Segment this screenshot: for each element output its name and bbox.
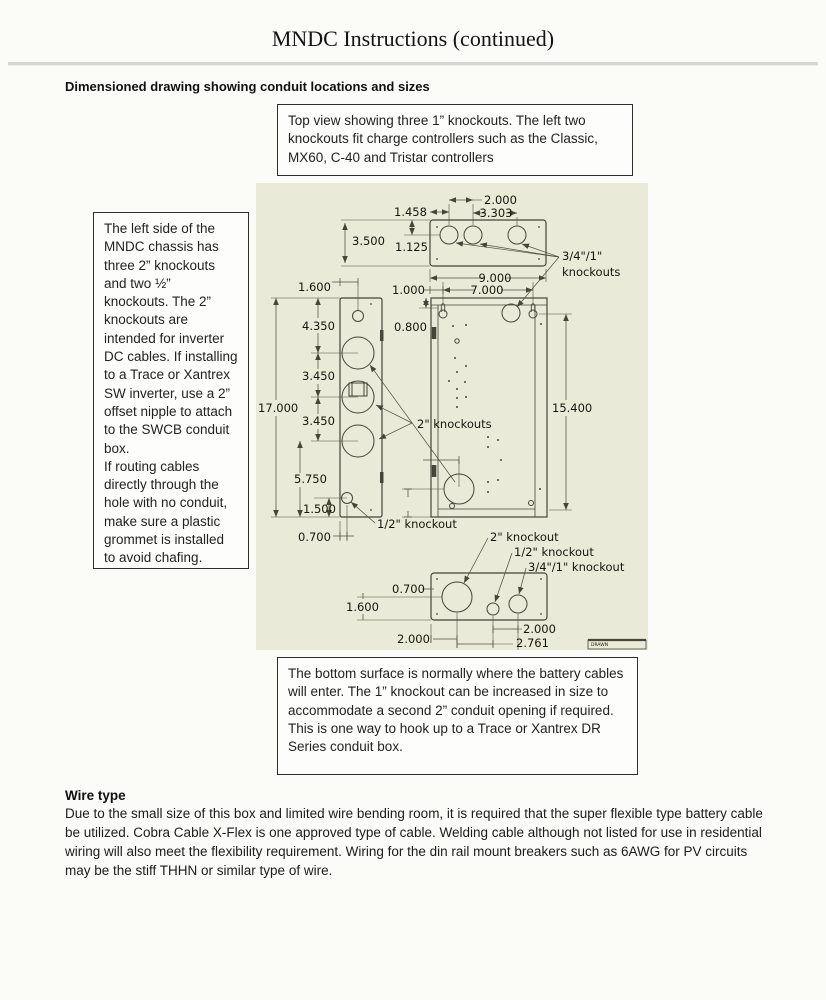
diagram-label: DRAWN — [591, 643, 609, 648]
diagram-label: 0.700 — [298, 530, 331, 544]
diagram-label: 1.600 — [298, 280, 331, 294]
diagram-label: 2.000 — [484, 193, 517, 207]
callout-bottom-surface — [277, 657, 638, 775]
diagram-label: 1.500 — [303, 502, 336, 516]
callout-bottom-text: The bottom surface is normally where the battery cables will enter. The 1” knockout can be increased in size to accommodate a second 2” conduit opening if required. This is one way to hook up to a Trace or Xantrex DR Series conduit box. — [288, 666, 624, 755]
diagram-label: 1.458 — [394, 205, 427, 219]
callout-left-text-1: The left side of the MNDC chassis has three 2” knockouts and two ½” knockouts. The 2” knockouts are intended for inverter DC cables. If installing to a Trace or Xantrex SW inverter, use a 2” offset nipple to attach to the SWCB conduit box. — [104, 221, 238, 456]
diagram-label: 2" knockout — [490, 530, 559, 544]
diagram-label: 3/4"/1" knockout — [528, 560, 625, 574]
top-view-dimensions — [341, 200, 546, 304]
callout-left-side — [93, 212, 249, 569]
bottom-view-dimensions — [357, 538, 526, 650]
diagram-label: 7.000 — [470, 283, 504, 297]
diagram-label: 2.761 — [516, 636, 549, 650]
diagram-label: 9.000 — [478, 271, 512, 285]
bottom-2in-knockout — [442, 582, 472, 612]
diagram-label: 5.750 — [294, 472, 327, 486]
diagram-label: 15.400 — [552, 401, 593, 415]
diagram-label: 2.000 — [523, 622, 556, 636]
diagram-label: 1/2" knockout — [377, 517, 457, 531]
diagram-label: 1.000 — [392, 283, 425, 297]
top-knockout-2 — [464, 226, 482, 244]
diagram-label: 4.350 — [302, 319, 335, 333]
front-top-knockout — [502, 304, 520, 322]
diagram-label: 0.800 — [394, 320, 427, 334]
front-view — [431, 298, 547, 517]
diagram-labels — [258, 193, 625, 650]
callout-top-text: Top view showing three 1” knockouts. The left two knockouts fit charge controllers such as the Classic, MX60, C-40 and Tristar controllers — [288, 113, 598, 165]
diagram-label: 1.600 — [346, 600, 379, 614]
bottom-half-knockout — [487, 603, 499, 615]
mounting-keyhole-left — [439, 310, 447, 318]
diagram-label: 2.000 — [397, 632, 430, 646]
callout-left-text-2: If routing cables directly through the hole with no conduit, make sure a plastic grommet is installed to avoid chafing. — [104, 458, 228, 566]
top-knockout-1 — [440, 226, 458, 244]
diagram-label: 1/2" knockout — [514, 545, 594, 559]
page-title: MNDC Instructions (continued) — [271, 26, 555, 51]
mounting-keyhole-right — [529, 310, 537, 318]
diagram-svg — [256, 183, 648, 650]
section-heading: Dimensioned drawing showing conduit locations and sizes — [65, 79, 430, 94]
bottom-1in-knockout — [509, 595, 527, 613]
diagram-label: 17.000 — [258, 401, 299, 415]
horizontal-divider — [8, 62, 818, 66]
diagram-label: 1.125 — [395, 240, 428, 254]
top-view — [430, 220, 546, 266]
callout-top-view — [277, 104, 633, 176]
diagram-label: 3.450 — [302, 369, 335, 383]
diagram-label: knockouts — [562, 265, 621, 279]
mounting-hole-dots — [432, 323, 542, 493]
diagram-label: 3.450 — [302, 414, 335, 428]
dimensioned-drawing — [256, 183, 648, 650]
wire-type-heading: Wire type — [65, 788, 126, 803]
diagram-label: 3/4"/1" — [562, 249, 603, 263]
bottom-view — [431, 573, 547, 620]
diagram-label: 3.303 — [479, 206, 513, 220]
diagram-label: 0.700 — [392, 582, 425, 596]
diagram-label: 3.500 — [352, 234, 385, 248]
wire-type-paragraph: Due to the small size of this box and limited wire bending room, it is required that the super flexible type battery cable be utilized. Cobra Cable X-Flex is one approved type of cable. Welding cable although not listed for use in residential wiring will also meet the flexibility requirement. Wiring for the din rail mount breakers such as 6AWG for PV circuits may be the stiff THHN or similar type of wire. — [65, 806, 763, 878]
top-knockout-3 — [508, 226, 526, 244]
diagram-label: 2" knockouts — [417, 417, 492, 431]
side-view — [340, 298, 384, 517]
